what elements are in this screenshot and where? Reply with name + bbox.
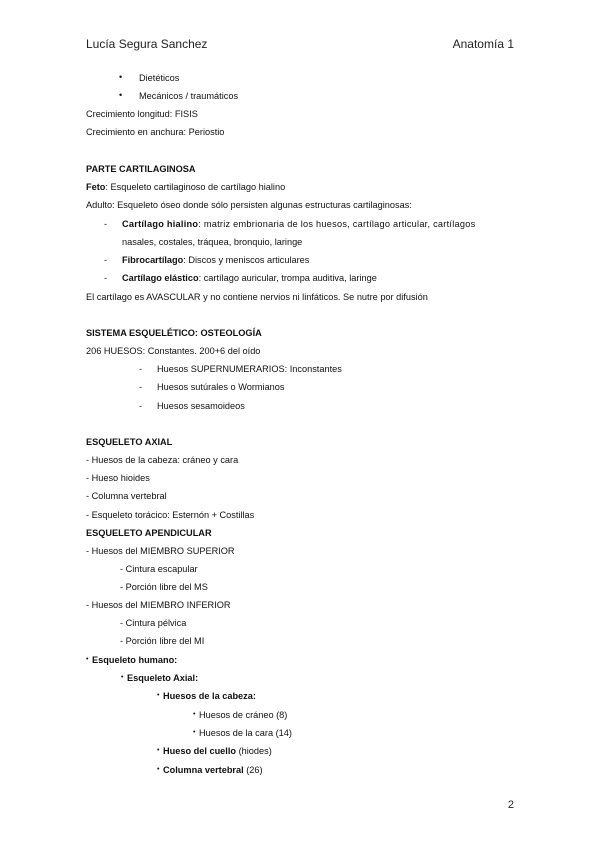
list-item: - Hueso hioides — [86, 473, 150, 483]
list-item: - Columna vertebral — [86, 491, 167, 501]
bullet-dot: • — [119, 72, 123, 82]
header-author: Lucía Segura Sanchez — [86, 37, 208, 51]
bullet-dot: • — [157, 766, 160, 773]
bullet-dot: • — [86, 656, 89, 663]
list-item: - Huesos de la cabeza: cráneo y cara — [86, 455, 239, 465]
list-item: Huesos de cráneo (8) — [199, 710, 288, 720]
section-heading: PARTE CARTILAGINOSA — [86, 164, 196, 174]
bullet-dot: • — [193, 729, 196, 736]
section-heading: ESQUELETO AXIAL — [86, 437, 173, 447]
text-line: El cartílago es AVASCULAR y no contiene nervios ni linfáticos. Se nutre por difusión — [86, 292, 428, 302]
section-heading: SISTEMA ESQUELÉTICO: OSTEOLOGÍA — [86, 328, 262, 338]
text-line: Adulto: Esqueleto óseo donde sólo persisten algunas estructuras cartilaginosas: — [86, 200, 412, 210]
list-item: Hueso del cuello (hiodes) — [163, 746, 272, 756]
bullet-dot: • — [121, 674, 124, 681]
bullet-dot: • — [157, 747, 160, 754]
list-item: Esqueleto Axial: — [127, 673, 199, 683]
list-item: - Huesos del MIEMBRO SUPERIOR — [86, 546, 235, 556]
list-item: Huesos sutúrales o Wormianos — [157, 382, 285, 392]
list-item: Huesos sesamoideos — [157, 401, 245, 411]
text-line: Feto: Esqueleto cartilaginoso de cartílago hialino — [86, 182, 286, 192]
list-item: - Cintura escapular — [120, 564, 198, 574]
page-number: 2 — [507, 799, 514, 811]
bullet-dot: • — [193, 711, 196, 718]
bullet-dot: • — [157, 692, 160, 699]
list-item: Fibrocartílago: Discos y meniscos articulares — [122, 255, 310, 265]
text-line: Crecimiento longitud: FISIS — [86, 109, 198, 119]
section-heading: ESQUELETO APENDICULAR — [86, 528, 212, 538]
list-item: - Esqueleto torácico: Esternón + Costillas — [86, 510, 255, 520]
list-item: Dietéticos — [139, 73, 180, 83]
list-item-continuation: nasales, costales, tráquea, bronquio, laringe — [122, 237, 303, 247]
text-line: 206 HUESOS: Constantes. 200+6 del oído — [86, 346, 261, 356]
dash-marker: - — [104, 219, 108, 229]
list-item: Mecánicos / traumáticos — [139, 91, 239, 101]
list-item: Columna vertebral (26) — [163, 765, 263, 775]
header-subject: Anatomía 1 — [452, 37, 514, 51]
list-item: Cartílago hialino: matriz embrionaria de los huesos, cartílago articular, cartílagos — [122, 219, 476, 229]
dash-marker: - — [139, 382, 143, 392]
list-item: - Cintura pélvica — [120, 618, 187, 628]
dash-marker: - — [139, 364, 143, 374]
list-item: Huesos de la cabeza: — [163, 691, 256, 701]
list-item: Huesos de la cara (14) — [199, 728, 292, 738]
dash-marker: - — [104, 255, 108, 265]
dash-marker: - — [139, 401, 143, 411]
list-item: Esqueleto humano: — [92, 655, 178, 665]
list-item: - Porción libre del MS — [120, 582, 208, 592]
list-item: - Porción libre del MI — [120, 636, 205, 646]
list-item: - Huesos del MIEMBRO INFERIOR — [86, 600, 231, 610]
list-item: Huesos SUPERNUMERARIOS: Inconstantes — [157, 364, 342, 374]
bullet-dot: • — [119, 90, 123, 100]
text-line: Crecimiento en anchura: Periostio — [86, 127, 225, 137]
list-item: Cartílago elástico: cartílago auricular, trompa auditiva, laringe — [122, 273, 377, 283]
dash-marker: - — [104, 273, 108, 283]
